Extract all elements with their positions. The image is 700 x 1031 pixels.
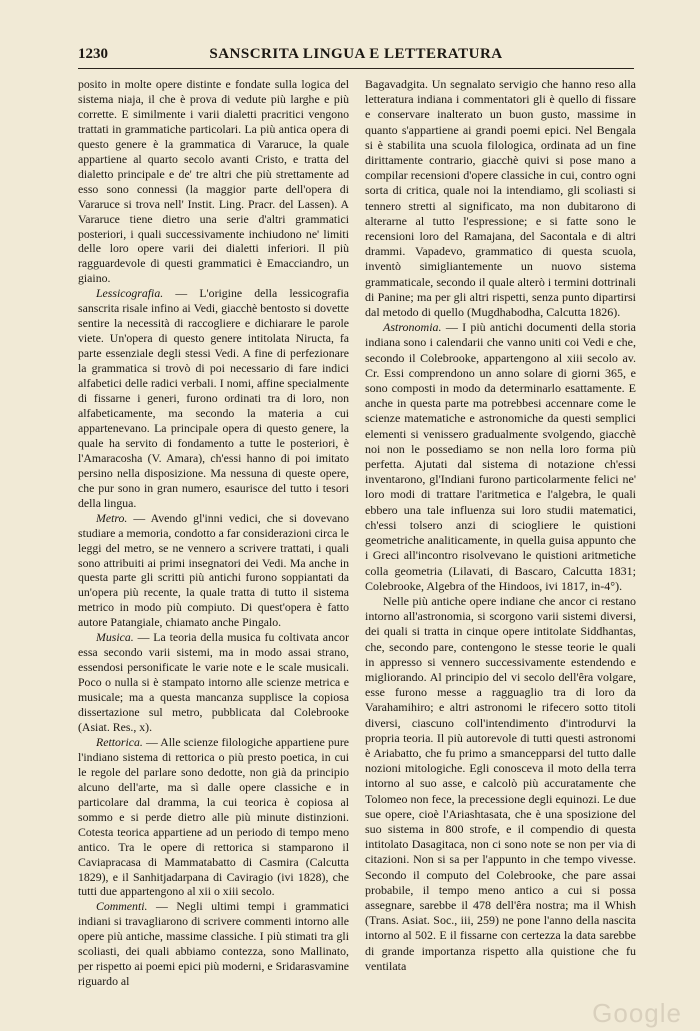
paragraph-lessicografia [78,286,349,510]
page-number: 1230 [78,46,108,62]
paragraph-intro [78,77,349,286]
running-title: SANSCRITA LINGUA E LETTERATURA [209,46,503,62]
section-lead: Commenti. [96,899,148,914]
paragraph-text: — Avendo gl'inni vedici, che si dovevano studiare a memoria, condotto a far considerazioni circa le leggi del metro, se ne vennero a scrivere trattati, i quali sono attribuiti ai primi insegnatori dei Vedi. Ma anche in questa parte gli scritti più antichi furono soppiantati da un'opera più recente, la quale tratta di tutto il sistema metrico in modo più compiuto. Di quest'opera è fatto autore Patangiale, chiamato anche Pingalo. [78,510,349,630]
google-watermark: Google [592,998,682,1028]
left-column [78,77,349,989]
section-lead: Musica. [96,630,134,645]
paragraph-text: — I più antichi documenti della storia indiana sono i calendarii che vanno uniti coi Vedi e che, secondo il Colebrooke, appartengono al xiii secolo av. Cr. Essi comprendono un anno solare di giorni 365, e sono composti in modo da determinarlo esattamente. E anche in questa parte ma potrebbesi accennare come le scienze matematiche e astronomiche da questi semplici elementi si venissero gradualmente svolgendo, giacchè noi non le possediamo se non nella loro forma più perfetta. Ajutati dal sistema di notazione ch'essi inventarono, gl'Indiani furono particolarmente felici ne' loro modi di trattare l'aritmetica e l'algebra, le quali ebbero una tale influenza sui loro studii matematici, ch'essi tolsero anzi di sciogliere le quistioni geometriche analiticamente, in quella guisa appunto che i Greci all'incontro risolvevano le quistioni aritmetiche colla geometria (Lilavati, di Bascaro, Calcutta 1831; Colebrooke, Algebra of the Hindoos, ivi 1817, in-4°). [365,320,636,593]
paragraph-astronomia [365,320,636,594]
section-lead: Lessicografia. [96,286,164,301]
paragraph-bagavadgita [365,77,636,320]
section-lead: Rettorica. [96,734,143,749]
page-header [78,46,634,66]
section-lead: Metro. [96,510,128,525]
paragraph-text: — La teoria della musica fu coltivata ancor essa secondo varii sistemi, ma in modo assai strano, essendosi personificate le varie note e le scale musicali. Poco o nulla si è stampato intorno alle scienze metrica e musicale; ma a questa mancanza supplisce la copiosa dissertazione sul metro, pubblicata dal Colebrooke (Asiat. Res., x). [78,630,349,734]
paragraph-text: — Alle scienze filologiche appartiene pure l'indiano sistema di rettorica o più presto poetica, in cui le regole del parlare sono dedotte, non già da principio alcuno dell'arte, ma sì dalle opere classiche e in particolare dal dramma, la cui teorica è copiosa al sommo e si perde dietro alle più minute distinzioni. Cotesta teorica appartiene ad un periodo di tempo meno antico. Tra le opere di rettorica si stamparono il Caviapracasa di Mammatabatto di Casmira (Calcutta 1829), e il Sanhitjadarpana di Caviragio (ivi 1828), che tutti due appartengono al xii o xiii secolo. [78,734,349,899]
paragraph-text: Bagavadgita. Un segnalato servigio che hanno reso alla letteratura indiana i commentatori gli è quello di fissare e conservare inalterato un buon gusto, massime in quanto s'appartiene ai grandi poemi epici. Nel Bengala si è stabilita una scuola filologica, ordinata ad un fine dirittamente contrario, giacchè quivi si pose mano a compilar recensioni d'opere classiche in cui, contro ogni sorta di critica, quale noi la intendiamo, gli scoliasti si tennero stretti al significato, ma non dubitarono di alterarne al tutto l'espressione; e si fatte sono le recensioni loro del Ramajana, del Sacontala e di altri drammi. Vapadevo, grammatico di questa scuola, inventò simigliantemente un nuovo sistema grammaticale, secondo il quale alterò i termini dottrinali di Panine; ma per gli altri rispetti, senza punto dipartirsi dal metodo di quello (Mugdhabodha, Calcutta 1826). [365,77,636,320]
section-lead: Astronomia. [383,320,442,335]
paragraph-astronomia-2 [365,594,636,974]
paragraph-commenti [78,899,349,989]
paragraph-metro [78,511,349,631]
paragraph-text: — Negli ultimi tempi i grammatici indiani si travagliarono di scrivere commenti intorno alle opere più antiche, massime classiche. I più stimati tra gli scoliasti, dei quali abbiamo contezza, sono Mallinato, per rispetto ai poemi epici più moderni, e Sridarasvamine riguardo al [78,899,349,989]
paragraph-rettorica [78,735,349,899]
paragraph-text: — L'origine della lessicografia sanscrita risale infino ai Vedi, giacchè bentosto si dovette sentire la necessità di raccogliere e dichiarare le parole viete. Un'opera di questo genere intitolata Niructa, fa parte essenziale degli stessi Vedi. A fine di perfezionare la grammatica si trovò di poi necessario di fare indici alfabetici delle radici verbali. I nomi, affine specialmente di fissarne i generi, furono ordinati tra di loro, non alfabeticamente, ma secondo la materia a cui appartenevano. La principale opera di questo genere, la quale ha servito di fondamento a tutte le posteriori, è l'Amaracosha (V. Amara), ch'essi hanno di poi imitato persino nella disposizione. Ma nessuna di queste opere, che pur sono in gran numero, esaurisce del tutto i tesori della lingua. [78,286,349,510]
right-column [365,77,636,974]
paragraph-musica [78,630,349,735]
header-rule [78,68,634,69]
paragraph-text: Nelle più antiche opere indiane che ancor ci restano intorno all'astronomia, si scorgono varii sistemi diversi, dei quali si tratta in cinque opere intitolate Siddhantas, che, secondo pare, contengono le stesse teorie le quali in appresso si vennero successivamente estendendo e migliorando. Al principio del vi secolo dell'êra volgare, esse furono messe a ragguaglio tra di loro da Varahamihiro; e altri astronomi le rifecero sotto titoli diversi, ciascuno coll'intendimento d'introdurvi la propria teoria. Il più autorevole di tutti questi astronomi è Ariabatto, che fu primo a smancepparsi del tutto dalle nozioni mitologiche. Egli conosceva il moto della terra intorno al suo asse, e calcolò più accuratamente che Tolomeo non fece, la precessione degli equinozi. Le due sue opere, cioè l'Ariashtasata, che è una sposizione del suo sistema in 800 strofe, e il compendio di questa intitolato Dasagitaca, non ci sono note se non per via di citazioni. Non si sa per l'appunto in che tempo vivesse. Secondo il computo del Colebrooke, che pare assai probabile, il tempo meno antico a cui si possa assegnare, sarebbe il 478 dell'êra nostra; ma il Whish (Trans. Asiat. Soc., iii, 259) ne pone l'anno della nascita intorno al 502. E il fissarne con certezza la data sarebbe di grande importanza rispetto alla quistione che fu ventilata [365,593,636,973]
paragraph-text: posito in molte opere distinte e fondate sulla logica del sistema niaja, il che è prova di vedute più larghe e più corrette. E similmente i varii dialetti pracritici vengono trattati in grammatiche particolari. La più antica opera di questo genere è la grammatica di Vararuce, la quale appartiene al quarto secolo avanti Cristo, e tratta del dialetto principale e de' tre altri che più strettamente ad esso sono connessi (la maggior parte dell'opera di Vararuce si trova nell' Instit. Ling. Pracr. del Lassen). A Vararuce tiene dietro una serie d'altri grammatici posteriori, i quali successivamente inchiudono ne' limiti delle loro opere varii dei dialetti inferiori. Il più ragguardevole di questi grammatici è Emacciandro, un giaino. [78,77,349,286]
